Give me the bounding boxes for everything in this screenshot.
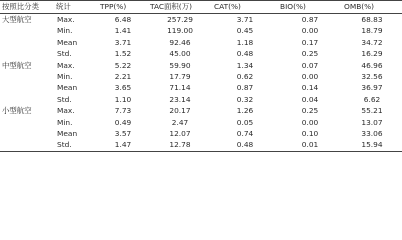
value-cell: 0.00 [301,26,319,36]
table-body [0,14,402,152]
value-cell: 16.29 [361,49,383,59]
value-cell: 0.62 [236,72,254,82]
value-cell: 3.57 [114,129,132,139]
column-header: CAT(%) [212,1,278,14]
group-label-cell: 小型航空 [2,106,32,116]
statistic-label-cell: Std. [57,94,72,104]
value-cell: 59.90 [169,60,191,70]
statistic-label-cell: Min. [57,26,73,36]
group-label-cell: 大型航空 [2,15,32,24]
value-cell: 0.87 [301,15,319,24]
statistic-label-cell: Max. [57,15,75,24]
value-cell: 20.17 [169,106,191,116]
value-cell: 32.56 [361,72,383,82]
statistic-label-cell: Std. [57,49,72,59]
value-cell: 0.04 [301,94,319,104]
value-cell: 33.06 [361,129,383,139]
value-cell: 1.18 [236,37,254,47]
statistic-label-cell: Mean [57,83,78,93]
group-label-cell [0,82,54,93]
value-cell: 0.87 [236,83,254,93]
value-cell: 0.10 [301,129,319,139]
value-cell: 12.07 [169,129,191,139]
value-cell: 2.47 [171,117,189,127]
value-cell: 71.14 [169,83,191,93]
group-label-cell [0,117,54,128]
group-label-cell [0,25,54,36]
value-cell: 45.00 [169,49,191,59]
value-cell: 0.48 [236,49,254,59]
value-cell: 0.45 [236,26,254,36]
group-label-cell [0,128,54,139]
group-label-cell [0,94,54,105]
statistic-label-cell: Max. [57,106,75,116]
value-cell: 17.79 [169,72,191,82]
value-cell: 257.29 [167,15,193,24]
value-cell: 23.14 [169,94,191,104]
value-cell: 1.34 [236,60,254,70]
value-cell: 1.26 [236,106,254,116]
value-cell: 0.74 [236,129,254,139]
statistic-label-cell: Std. [54,139,98,151]
table-header-row [0,1,402,14]
table-row [0,117,402,128]
column-header: BIO(%) [278,1,342,14]
table-row [0,60,402,71]
value-cell: 1.47 [98,139,148,151]
value-cell: 18.79 [361,26,383,36]
value-cell: 6.62 [363,94,381,104]
value-cell: 3.65 [114,83,132,93]
statistic-label-cell: Mean [57,37,78,47]
value-cell: 1.41 [114,26,132,36]
value-cell: 3.71 [236,15,254,24]
value-cell: 6.48 [114,15,132,24]
value-cell: 0.01 [278,139,342,151]
table-row [0,25,402,36]
column-header: TAC面积(万) [148,1,212,14]
value-cell: 119.00 [167,26,193,36]
value-cell: 36.97 [361,83,383,93]
column-header: 按照比分类 [0,1,54,14]
group-label-cell [0,71,54,82]
column-header: 统计 [54,1,98,14]
group-label-cell: 中型航空 [2,60,32,70]
statistic-label-cell: Min. [57,117,73,127]
value-cell: 2.21 [114,72,132,82]
value-cell: 0.07 [301,60,319,70]
table-row [0,139,402,151]
statistic-label-cell: Mean [57,129,78,139]
value-cell: 0.17 [301,37,319,47]
value-cell: 7.73 [114,106,132,116]
value-cell: 0.25 [301,106,319,116]
table-row [0,14,402,26]
value-cell: 1.52 [114,49,132,59]
value-cell: 0.32 [236,94,254,104]
value-cell: 1.10 [114,94,132,104]
value-cell: 0.00 [301,72,319,82]
value-cell: 46.96 [361,60,383,70]
value-cell: 55.21 [361,106,383,116]
group-label-cell [0,48,54,59]
value-cell: 12.78 [148,139,212,151]
value-cell: 15.94 [342,139,402,151]
group-label-cell [0,139,54,151]
value-cell: 0.49 [114,117,132,127]
table-row [0,128,402,139]
value-cell: 0.05 [236,117,254,127]
table-row [0,71,402,82]
value-cell: 68.83 [361,15,383,24]
table-row [0,105,402,116]
group-label-cell [0,37,54,48]
table-row [0,48,402,59]
statistic-label-cell: Min. [57,72,73,82]
value-cell: 0.14 [301,83,319,93]
value-cell: 0.48 [212,139,278,151]
table-row [0,37,402,48]
value-cell: 3.71 [114,37,132,47]
value-cell: 0.00 [301,117,319,127]
statistic-label-cell: Max. [57,60,75,70]
value-cell: 34.72 [361,37,383,47]
value-cell: 0.25 [301,49,319,59]
value-cell: 5.22 [114,60,132,70]
table-row [0,82,402,93]
column-header: OMB(%) [342,1,402,14]
value-cell: 13.07 [361,117,383,127]
table-row [0,94,402,105]
value-cell: 92.46 [169,37,191,47]
column-header: TPP(%) [98,1,148,14]
